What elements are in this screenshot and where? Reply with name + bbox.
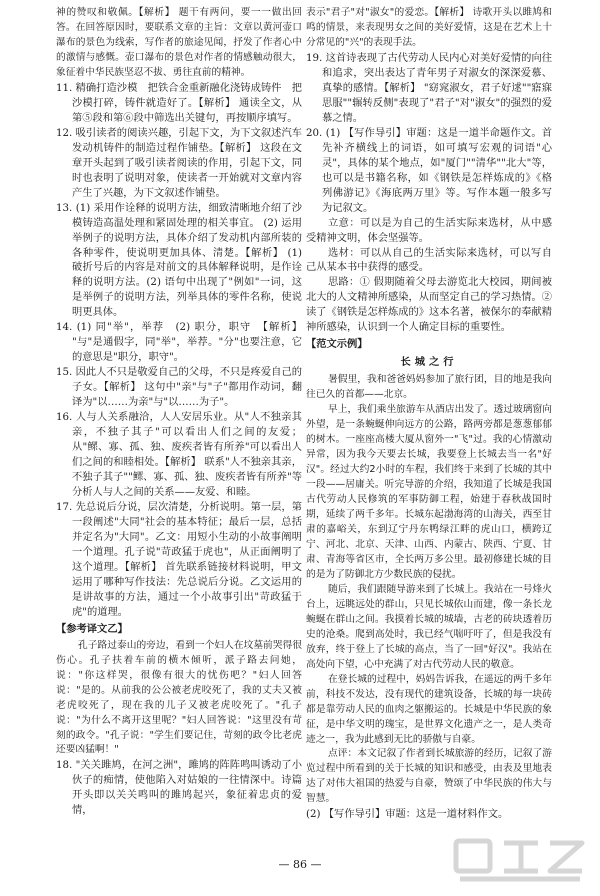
answer-16: 16. 人与人关系融洽，人人安居乐业。从"人不独亲其亲，不独子其子"可以看出人们之间的友爱；从"鳏、寡、孤、独、废疾者皆有所养"可以看出人们之间的和睦相处。【解析】 联系"人不独亲其亲，不独子其子""鳏、寡、孤、独、废疾者皆有所养"等分析人与人之间的关系——友爱、和睦。 <box>56 411 302 498</box>
answer-17: 17. 先总说后分说，层次清楚，分析说明。第一层，第一段阐述"大同"社会的基本特征；最后一层，总括并定名为"大同"。乙文：用短小生动的小故事阐明一个道理。孔子说"苛政猛于虎也"，从正面阐明了这个道理。【解析】 首先联系链接材料说明，甲文运用了哪种写作技法：先总说后分说。乙文运用的是讲故事的方法，通过一个小故事引出"苛政猛于虎"的道理。 <box>56 500 302 618</box>
essay-review: 点评：本文记叙了作者到长城旅游的经历，记叙了游览过程中所看到的关于长城的知识和感受，由表及里地表达了对伟大祖国的热爱与自豪，赞颂了中华民族的伟大与智慧。 <box>306 748 552 805</box>
answer-intro-right: 表示"君子"对"淑女"的爱恋。【解析】 诗歌开头以雎鸠和鸣的情景，来表现男女之间的美好爱情，这是在艺术上十分常见的"兴"的表现手法。 <box>306 7 552 48</box>
liyi-paragraph: 立意：可以是为自己的生活实际来选材，从中感受精神文明，体会坚强等。 <box>306 216 552 244</box>
answer-12: 12. 吸引读者的阅读兴趣，引起下文，为下文叙述汽车发动机铸件的制造过程作铺垫。【解析】 这段在文章开头起到了吸引读者阅读的作用，引起下文，同时也表明了说明对象，使读者一开始就对文章内容产生了兴趣，为下文叙述作铺垫。 <box>56 126 302 199</box>
example-essay-heading: 【范文示例】 <box>306 338 368 351</box>
essay-paragraph: 随后，我们跟随导游来到了长城上。我站在一号烽火台上，远眺远处的群山，只见长城依山而建，像一条长龙蜿蜒在群山之间。我摸着长城的城墙，古老的砖块透着历史的沧桑。爬到高处时，我已经气喘吁吁了，但是我没有放弃，终于登上了长城的高点，当了一回"好汉"。我站在高处向下望，心中充满了对古代劳动人民的敬意。 <box>306 583 552 670</box>
left-column <box>56 6 302 818</box>
answer-18: 18. "关关雎鸠，在河之洲"，雎鸠的阵阵鸣叫诱动了小伙子的痴情，使他陷入对姑娘的一往情深中。诗篇开头即以关关鸣叫的雎鸠起兴，象征着忠贞的爱情， <box>56 759 302 817</box>
essay-paragraph: 在登长城的过程中，妈妈告诉我，在遥远的两千多年前，科技不发达，没有现代的建筑设备，长城的每一块砖都是靠劳动人民的血肉之躯搬运的。长城是中华民族的象征，是中华文明的瑰宝，是世界文化遗产之一，是人类奇迹之一，我为此感到无比的骄傲与自豪。 <box>306 673 552 745</box>
xuancai-paragraph: 选材：可以从自己的生活实际来选材，可以写自己从某本书中获得的感受。 <box>306 246 552 274</box>
answer-19: 19. 这首诗表现了古代劳动人民内心对美好爱情的向往和追求，突出表达了青年男子对淑女的深深爱慕、真挚的感情。【解析】 "窈窕淑女，君子好逑""寤寐思服""辗转反侧"表现了"君子"对"淑女"的强烈的爱慕之情。 <box>306 51 552 124</box>
reference-translation-heading: 【参考译文乙】 <box>56 622 128 635</box>
answer-20: 20. (1) 【写作导引】审题：这是一道半命题作文。首先补齐横线上的词语，如可填写宏观的词语"心灵"，具体的某个地点，如"厦门""清华""北大"等，也可以是书籍名称，如《钢铁是怎样炼成的》《格列佛游记》《海底两万里》等。写作本题一般多写为记叙文。 <box>306 126 552 214</box>
reference-translation: 孔子路过泰山的旁边，看到一个妇人在坟墓前哭得很伤心。孔子扶着车前的横木倾听，派子路去问她，说："你这样哭，很像有很大的忧伤吧？"妇人回答说："是的。从前我的公公被老虎咬死了，我的丈夫又被老虎咬死了，现在我的儿子又被老虎咬死了。"孔子说："为什么不离开这里呢？"妇人回答说："这里没有苛刻的政令。"孔子说："学生们要记住，苛刻的政令比老虎还要凶猛啊！" <box>56 639 302 756</box>
watermark-logo-icon <box>440 835 600 896</box>
answer-13: 13. (1) 采用作诠释的说明方法，细致清晰地介绍了沙模铸造高温处理和紧固处理的相关事宜。 (2) 运用举例子的说明方法，具体介绍了发动机内部所装的各种零件，使说明更加具体、清楚。【解析】 (1) 破折号后的内容是对前文的具体解释说明，是作诠释的说明方法。(2) 语句中出现了"例如"一词，这是举例子的说明方法，列举具体的零件名称，使说明更具体。 <box>56 201 302 319</box>
essay-paragraph: 早上，我们乘坐旅游车从酒店出发了。透过玻璃窗向外望，是一条蜿蜒伸向远方的公路，路两旁都是葱葱郁郁的树木。一座座高楼大厦从窗外一"飞"过。我的心情激动异常，因为我今天要去长城，我要登上长城去当一名"好汉"。经过大约2小时的车程，我们终于来到了长城的其中一段——居庸关。听完导游的介绍，我知道了长城是我国古代劳动人民修筑的军事防御工程，始建于春秋战国时期，延续了两千多年。长城东起渤海湾的山海关，西至甘肃的嘉峪关，东到辽宁丹东鸭绿江畔的虎山口，横跨辽宁、河北、北京、天津、山西、内蒙古、陕西、宁夏、甘肃、青海等省区市，全长两万多公里。最初修建长城的目的是为了防御北方少数民族的侵扰。 <box>306 404 552 580</box>
answer-11: 11. 精确打造沙模 把铁合金重新融化浇铸成铸件 把沙模打碎，铸件就造好了。【解析】 通读全文，从第⑤段和第⑥段中筛选出关键句，再按顺序填写。 <box>56 81 302 124</box>
essay-paragraph: 暑假里，我和爸爸妈妈参加了旅行团，目的地是我向往已久的首都——北京。 <box>306 374 552 401</box>
answer-15: 15. 因此人不只是敬爱自己的父母，不只是疼爱自己的子女。【解析】 这句中"亲"与"子"都用作动词，翻译为"以……为亲"与"以……为子"。 <box>56 366 302 409</box>
right-column <box>306 6 552 822</box>
page-number: — 86 — <box>278 858 322 871</box>
answer-20-2: (2) 【写作导引】审题：这是一道材料作文。 <box>306 808 509 821</box>
answer-14: 14. (1) 同"举"，举荐 (2) 职分，职守 【解析】 "与"是通假字，同"举"，举荐。"分"也要注意，它的意思是"职分，职守"。 <box>56 321 302 364</box>
answer-intro-left: 神的赞叹和敬佩。【解析】 题干有两问，要一一做出回答。在回答原因时，要联系文章的主旨：文章以黄河壶口瀑布的景色为线索，写作者的旅途见闻，抒发了作者心中的激情与感慨。壶口瀑布的景色对作者的情感触动很大，象征着中华民族坚忍不拔、勇往直前的精神。 <box>56 7 302 78</box>
essay-title: 长城之行 <box>400 356 458 369</box>
silu-paragraph: 思路：① 假期随着父母去游览北大校园，期间被北大的人文精神所感染，从而坚定自己的学习热情。② 读了《钢铁是怎样炼成的》这本名著，被保尔的奉献精神所感染，认识到一个人确定目标的重要性。 <box>306 276 553 334</box>
